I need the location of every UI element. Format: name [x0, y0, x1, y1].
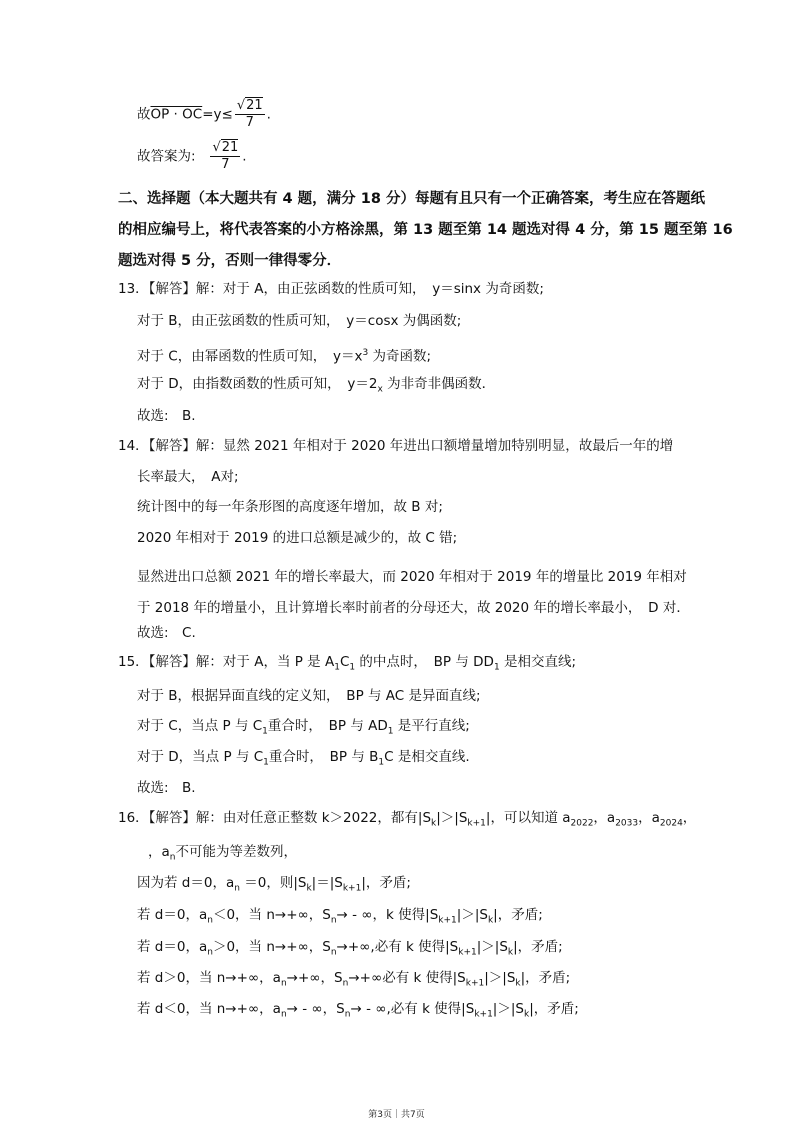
q14-line-a: 14．【解答】解：显然 2021 年相对于 2020 年进出口额增量增加特别明显，故最后一年的增 [118, 438, 674, 454]
page-footer: 第3页｜共7页 [368, 1110, 425, 1120]
q13-answer: 故选: B. [137, 408, 196, 424]
text: 故 [137, 106, 151, 123]
q13-line-c: 对于 C，由幂函数的性质可知， $y=x^3$ 为奇函数; [137, 348, 432, 365]
section-heading-line-1: 二、选择题（本大题共有 4 题，满分 18 分）每题有且只有一个正确答案，考生应在答题纸 [118, 191, 705, 207]
q14-line-f: 于 2018 年的增量小，且计算增长率时前者的分母还大，故 2020 年的增长率最小， D 对． [137, 600, 690, 616]
denominator: 7 [245, 115, 254, 130]
numerator: 21 [221, 140, 239, 155]
q15-answer: 故选: B. [137, 780, 196, 796]
numerator: 21 [246, 98, 263, 113]
section-heading-line-3: 题选对得 5 分，否则一律得零分． [118, 253, 342, 269]
q16-line-e: 若 d＝0，$a_n>0$，当 n→+∞，$S_n\to+\infty$,必有 k 使得$|S_{k+1}|>|S_k|$，矛盾; [137, 939, 563, 958]
q14-line-d: 2020 年相对于 2019 的进口总额是减少的，故 C 错; [137, 530, 458, 546]
q14-line-b: 长率最大， A对; [137, 469, 239, 485]
q14-line-e: 显然进出口总额 2021 年的增长率最大，而 2020 年相对于 2019 年的增量比 2019 年相对 [137, 569, 687, 585]
vector-product: OP · OC [150, 106, 203, 123]
q16-line-b: ，$a_n$不可能为等差数列， [148, 844, 297, 863]
q16-line-a: 16．【解答】解：由对任意正整数 k＞2022，都有$|S_k|>|S_{k+1}|$，可以知道 $a_{2022}$，$a_{2033}$，$a_{2024}$， [118, 810, 697, 829]
section-heading-line-2: 的相应编号上，将代表答案的小方格涂黑，第 13 题至第 14 题选对得 4 分，第 15 题至第 16 [118, 222, 733, 238]
q16-line-d: 若 d＝0，$a_n<0$，当 n→+∞，$S_n\to$ - ∞，k 使得$|S_{k+1}|>|S_k|$，矛盾; [137, 907, 543, 926]
text: . [266, 106, 271, 123]
fraction: $\frac{√21}{7}$ [236, 98, 263, 130]
denominator: 7 [221, 157, 230, 172]
q13-line-b: 对于 B，由正弦函数的性质可知， y＝cosx 为偶函数; [137, 313, 462, 329]
q14-answer: 故选: C. [137, 625, 196, 641]
answer-line-2 [137, 140, 247, 173]
answer-line-1 [137, 98, 271, 131]
fraction: $\frac{√21}{7}$ [212, 140, 239, 172]
text: 故答案为: [137, 148, 196, 165]
q15-line-b: 对于 B，根据异面直线的定义知， BP 与 AC 是异面直线; [137, 688, 481, 704]
q13-line-a: 13．【解答】解：对于 A，由正弦函数的性质可知， y＝sinx 为奇函数; [118, 281, 544, 297]
q15-line-a: 15．【解答】解：对于 A，当 P 是 $A_1C_1$ 的中点时， BP 与 $DD_1$ 是相交直线; [118, 654, 577, 673]
q16-line-g: 若 d＜0，当 n→+∞，$a_n\to$ - ∞，$S_n\to$ - ∞,必有 k 使得$|S_{k+1}|>|S_k|$，矛盾; [137, 1001, 579, 1020]
q15-line-c: 对于 C，当点 P 与 $C_1$重合时， BP 与 $AD_1$ 是平行直线; [137, 718, 470, 737]
text: . [242, 148, 247, 165]
q16-line-c: 因为若 d＝0，$a_n =0$，则$|S_k|=|S_{k+1}|$，矛盾; [137, 875, 411, 894]
q15-line-d: 对于 D，当点 P 与 $C_1$重合时， BP 与 $B_1C$ 是相交直线. [137, 749, 470, 768]
q13-line-d: 对于 D，由指数函数的性质可知， $y=2_x$ 为非奇非偶函数． [137, 376, 496, 395]
text: =y≤ [202, 106, 233, 123]
q14-line-c: 统计图中的每一年条形图的高度逐年增加，故 B 对; [137, 499, 443, 515]
q16-line-f: 若 d＞0，当 n→+∞，$a_n\to+\infty$，$S_n\to+\infty$必有 k 使得$|S_{k+1}|>|S_k|$，矛盾; [137, 970, 571, 989]
